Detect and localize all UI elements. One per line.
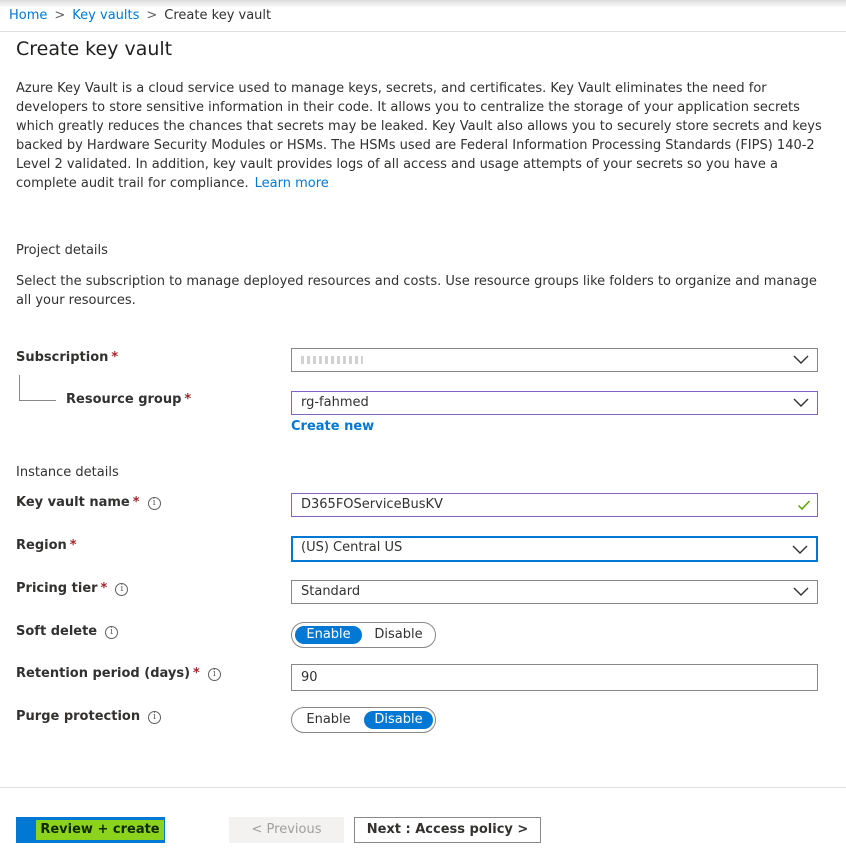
previous-button[interactable]: < Previous xyxy=(229,817,344,843)
subscription-label-text: Subscription xyxy=(16,350,109,365)
region-label-text: Region xyxy=(16,538,67,553)
page-description xyxy=(16,79,828,193)
checkmark-icon xyxy=(797,498,811,512)
subscription-value-redacted xyxy=(301,356,363,364)
required-marker: * xyxy=(111,350,119,365)
key-vault-name-input[interactable] xyxy=(291,493,818,517)
tree-connector xyxy=(19,375,20,400)
region-value: (US) Central US xyxy=(301,540,403,555)
soft-delete-label xyxy=(16,623,118,641)
project-details-heading: Project details xyxy=(16,243,108,258)
chevron-down-icon xyxy=(793,398,809,408)
review-create-label: Review + create xyxy=(40,822,160,837)
instance-details-heading: Instance details xyxy=(16,465,119,480)
soft-delete-label-text: Soft delete xyxy=(16,624,98,639)
purge-disable[interactable]: Disable xyxy=(364,711,433,729)
soft-delete-disable[interactable]: Disable xyxy=(374,627,423,642)
info-icon[interactable]: i xyxy=(148,711,161,724)
soft-delete-enable[interactable]: Enable xyxy=(295,626,362,644)
key-vault-name-label xyxy=(16,494,161,512)
breadcrumb-home[interactable]: Home xyxy=(9,8,48,23)
description-text: Azure Key Vault is a cloud service used to manage keys, secrets, and certificates. Key Vault eliminates the need for developers to store sensitive information in their code. It allows you to centralize the storage of your application secrets which greatly reduces the chances that secrets may be leaked. Key Vault also allows you to securely store secrets and keys backed by Hardware Security Modules or HSMs. The HSMs used are Federal Information Processing Standards (FIPS) 140-2 Level 2 validated. In addition, key vault provides logs of all access and usage attempts of your secrets so you have a complete audit trail for compliance. xyxy=(16,81,822,191)
learn-more-link[interactable]: Learn more xyxy=(254,176,329,191)
project-details-description: Select the subscription to manage deployed resources and costs. Use resource groups like folders to organize and manage all your resources. xyxy=(16,274,817,308)
tree-connector xyxy=(19,400,56,401)
purge-protection-label xyxy=(16,708,161,726)
purge-protection-label-text: Purge protection xyxy=(16,709,141,724)
required-marker: * xyxy=(193,666,200,681)
resource-group-value: rg-fahmed xyxy=(301,395,369,410)
chevron-down-icon xyxy=(793,587,809,597)
top-shadow xyxy=(0,0,846,8)
pricing-tier-label-text: Pricing tier xyxy=(16,581,98,596)
info-icon[interactable]: i xyxy=(148,497,161,510)
resource-group-label xyxy=(66,391,191,409)
key-vault-name-label-text: Key vault name xyxy=(16,495,130,510)
pricing-tier-value: Standard xyxy=(301,584,361,599)
retention-input[interactable] xyxy=(291,664,818,691)
info-icon[interactable]: i xyxy=(208,668,221,681)
required-marker: * xyxy=(184,392,192,407)
region-label xyxy=(16,537,77,555)
required-marker: * xyxy=(69,538,77,553)
footer-divider xyxy=(0,787,846,788)
page-title: Create key vault xyxy=(16,38,173,60)
pricing-tier-select[interactable] xyxy=(291,580,818,604)
retention-label-text: Retention period (days) xyxy=(16,666,191,681)
required-marker: * xyxy=(100,581,108,596)
region-select[interactable] xyxy=(291,536,818,562)
retention-label xyxy=(16,665,221,683)
header-divider xyxy=(0,31,846,32)
next-access-policy-button[interactable]: Next : Access policy > xyxy=(354,817,541,843)
required-marker: * xyxy=(132,495,140,510)
subscription-select[interactable] xyxy=(291,348,818,372)
breadcrumb-key-vaults[interactable]: Key vaults xyxy=(72,8,140,23)
resource-group-label-text: Resource group xyxy=(66,392,182,407)
key-vault-name-value: D365FOServiceBusKV xyxy=(301,497,443,512)
review-create-button[interactable] xyxy=(16,817,165,843)
soft-delete-toggle[interactable] xyxy=(291,622,436,648)
retention-value: 90 xyxy=(301,670,318,685)
breadcrumb-separator: > xyxy=(146,8,158,23)
breadcrumb-separator: > xyxy=(54,8,66,23)
resource-group-select[interactable] xyxy=(291,391,818,415)
info-icon[interactable]: i xyxy=(105,626,118,639)
purge-enable[interactable]: Enable xyxy=(306,712,351,727)
info-icon[interactable]: i xyxy=(115,583,128,596)
subscription-label xyxy=(16,349,118,367)
breadcrumb-current: Create key vault xyxy=(164,8,272,23)
breadcrumb xyxy=(9,8,271,24)
chevron-down-icon xyxy=(792,545,808,555)
purge-protection-toggle[interactable] xyxy=(291,707,436,733)
create-new-link[interactable]: Create new xyxy=(291,419,375,434)
pricing-tier-label xyxy=(16,580,128,598)
chevron-down-icon xyxy=(793,355,809,365)
